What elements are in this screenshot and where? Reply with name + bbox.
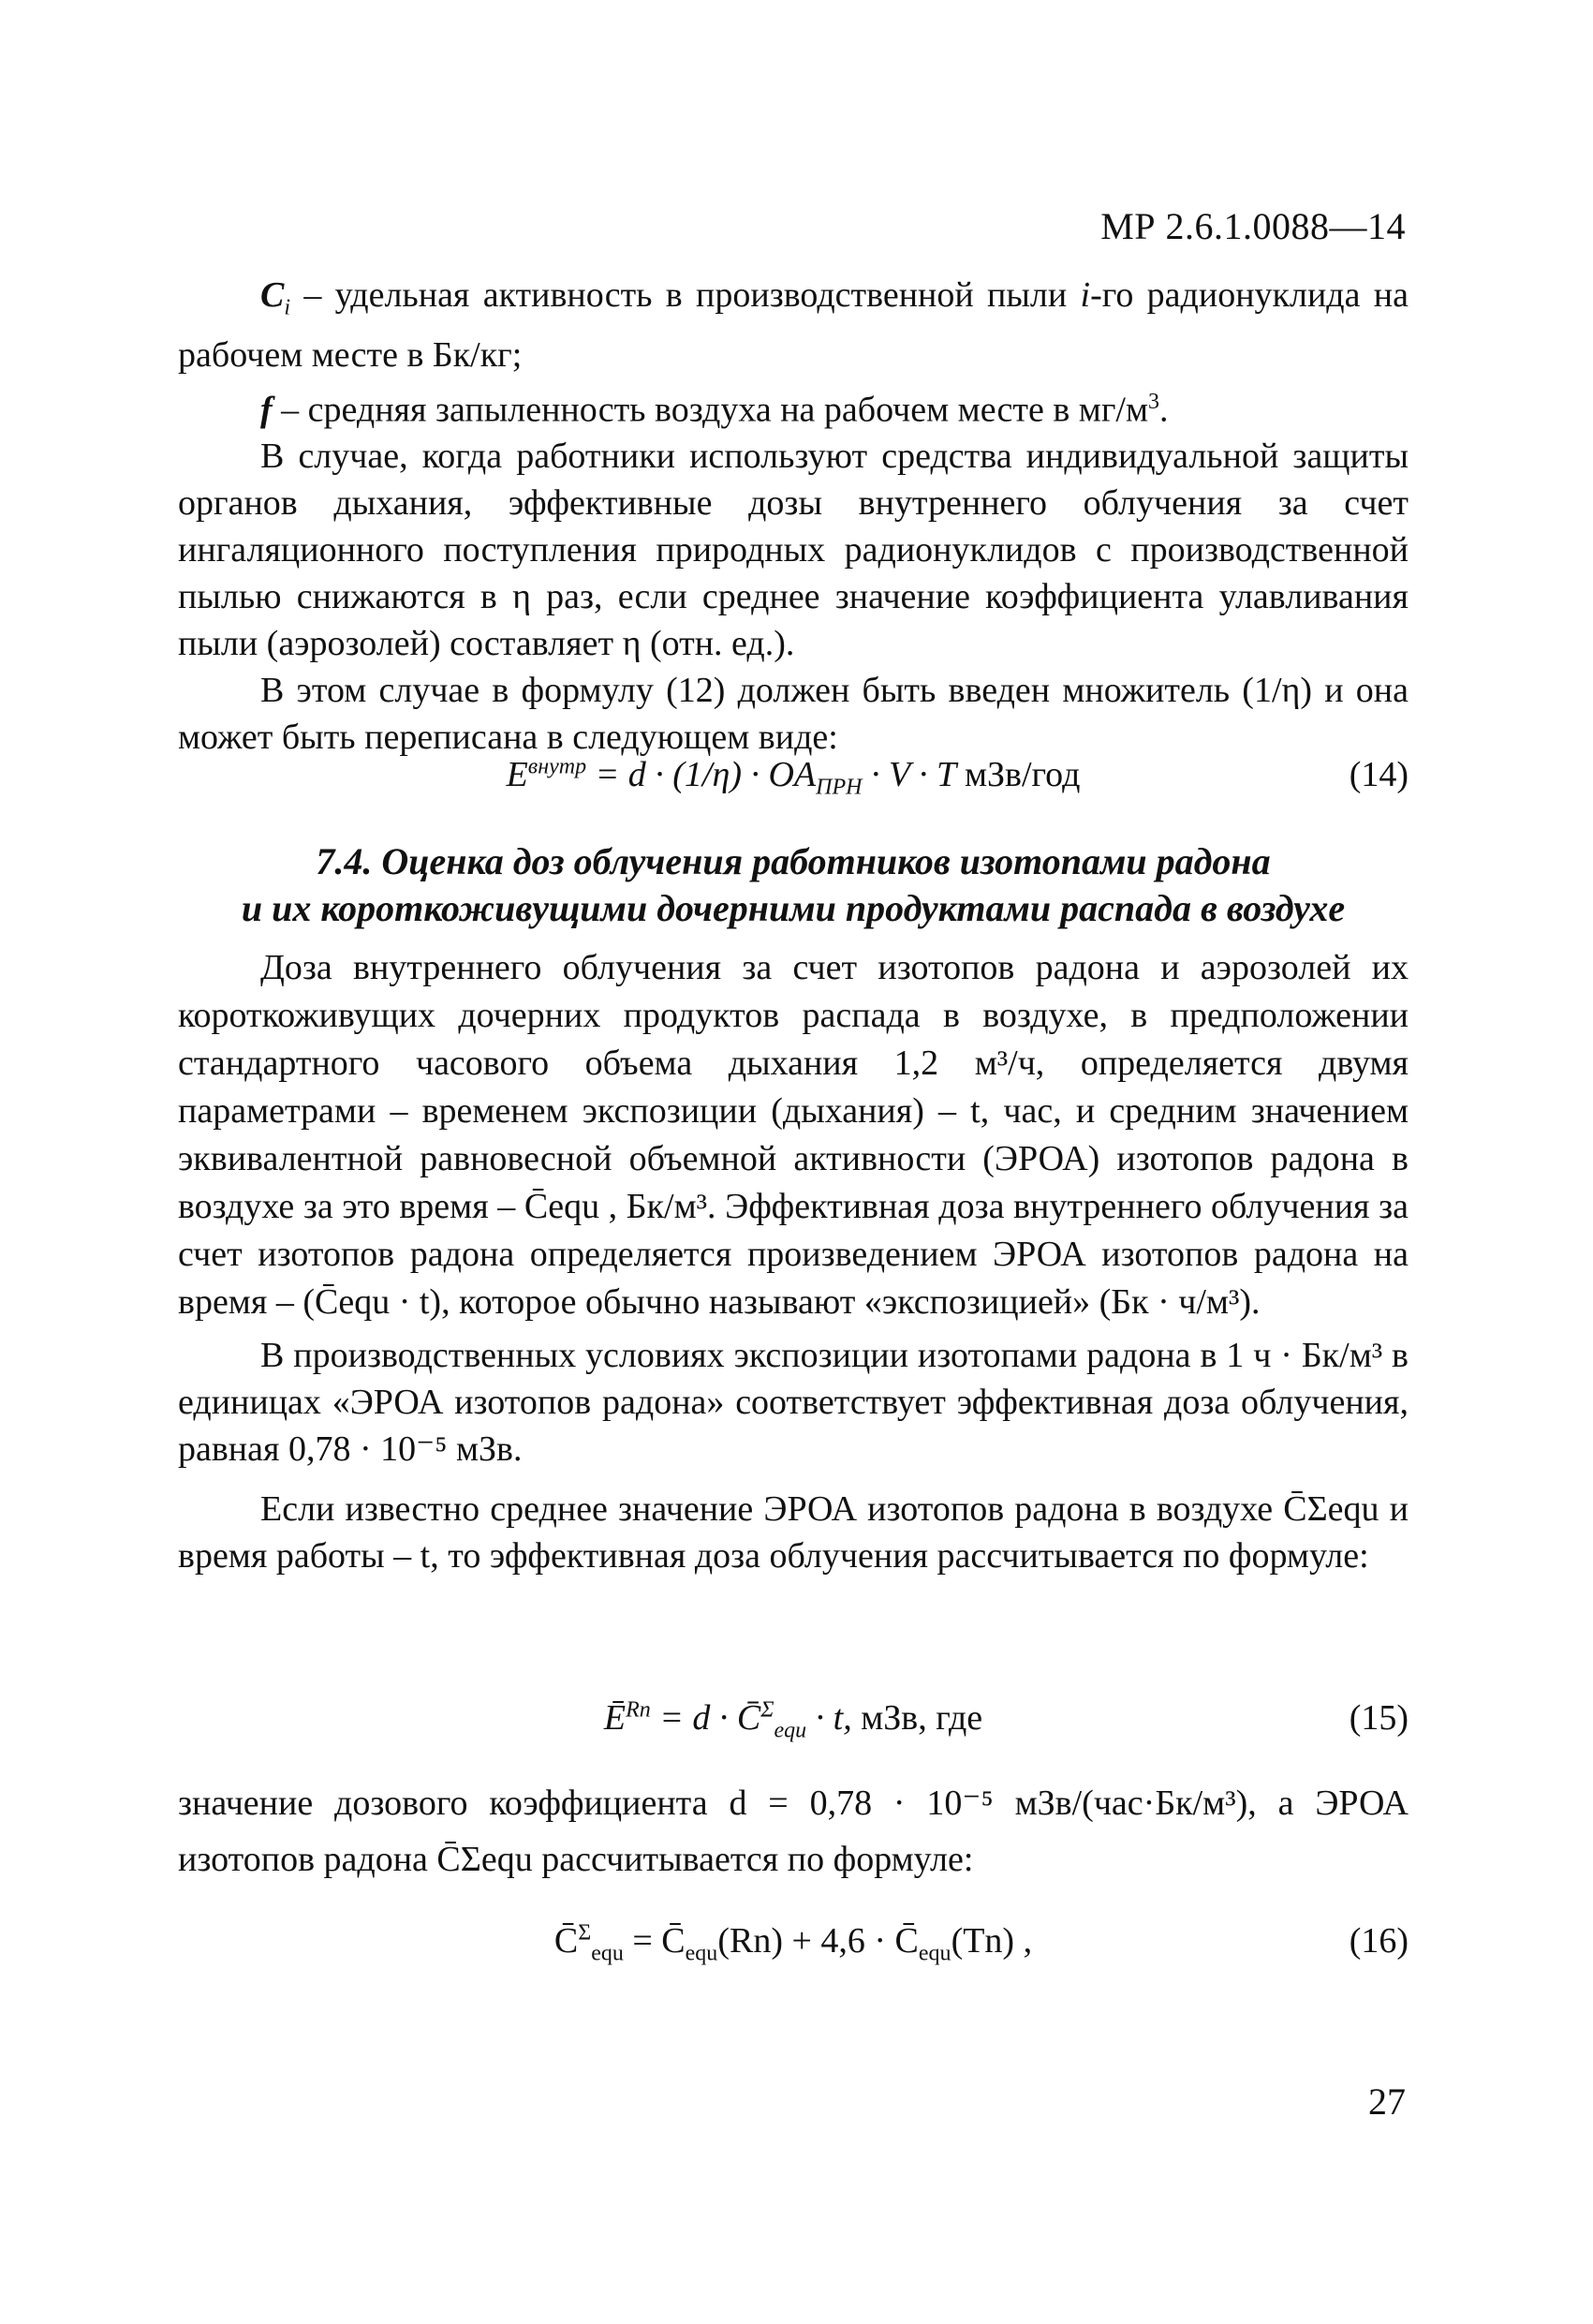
definitions [178,272,1409,761]
paragraph-radon-dose: Доза внутреннего облучения за счет изотопов радона и аэрозолей их короткоживущих дочерних продуктов распада в воздухе, в предположении стандартного часового объема дыхания 1,2 м³/ч, определяется двумя параметрами – временем экспозиции (дыхания) – t, час, и средним значением эквивалентной равновесной объемной активности (ЭРОА) изотопов радона в воздухе за это время – C̄equ , Бк/м³. Эффективная доза внутреннего облучения за счет изотопов радона определяется произведением ЭРОА изотопов радона на время – (C̄equ · t), которое обычно называют «экспозицией» (Бк · ч/м³). [178,948,1409,1322]
definition-f: f – средняя запыленность воздуха на рабочем месте в $мг/м^3$. [260,389,1169,430]
formula-number-14: (14) [1349,755,1409,794]
formula-16: C̄$^\Sigma_{equ}$ = $C̄_{equ}(Rn) + 4,6$ · $C̄_{equ}(Tn)$ , (16) [553,1920,1409,1966]
paragraph-dose-coefficient: значение дозового коэффициента d = 0,78 · 10⁻⁵ мЗв/(час·Бк/м³), а ЭРОА изотопов радона C̄Σequ рассчитывается по формуле: [178,1784,1409,1879]
paragraph-formula-intro: В этом случае в формулу (12) должен быть введен множитель (1/η) и она может быть переписана в следующем виде: [178,671,1409,758]
formula-15: $Ē^{Rn} = d$ · C̄$^\Sigma_{equ}$ · t, мЗв, где (15) [603,1697,1409,1743]
formula-number-16: (16) [1349,1921,1409,1961]
paragraph-ppe: В случае, когда работники используют средства индивидуальной защиты органов дыхания, эффективные дозы внутреннего облучения за счет ингаляционного поступления природных радионуклидов с производственной пылью снижаются в η раз, если среднее значение коэффициента улавливания пыли (аэрозолей) составляет η (отн. ед.). [178,437,1409,664]
document-code: МР 2.6.1.0088—14 [1100,205,1406,247]
page-number: 27 [1368,2080,1406,2123]
section-body [178,944,1409,1579]
paragraph-exposure: В производственных условиях экспозиции изотопами радона в 1 ч · Бк/м³ в единицах «ЭРОА изотопов радона» соответствует эффективная доза облучения, равная 0,78 · 10⁻⁵ мЗв. [178,1336,1409,1469]
definition-ci: $C_i$ – удельная активность в производственной пыли i-го радионуклида на рабочем месте в Бк/кг; [178,275,1409,375]
section-title: 7.4. Оценка доз облучения работников изотопами радона и их короткоживущими дочерними продуктами распада в воздухе [241,840,1346,929]
formula-number-15: (15) [1349,1698,1409,1738]
paragraph-known-mean: Если известно среднее значение ЭРОА изотопов радона в воздухе C̄Σequ и время работы – t, то эффективная доза облучения рассчитывается по формуле: [178,1489,1409,1576]
dose-coefficient-block [178,1775,1409,1887]
formula-14: $E^{внутр} = d \cdot (1/\eta) \cdot OA_{ПРН} \cdot V \cdot T$ мЗв/год (14) [506,754,1409,800]
